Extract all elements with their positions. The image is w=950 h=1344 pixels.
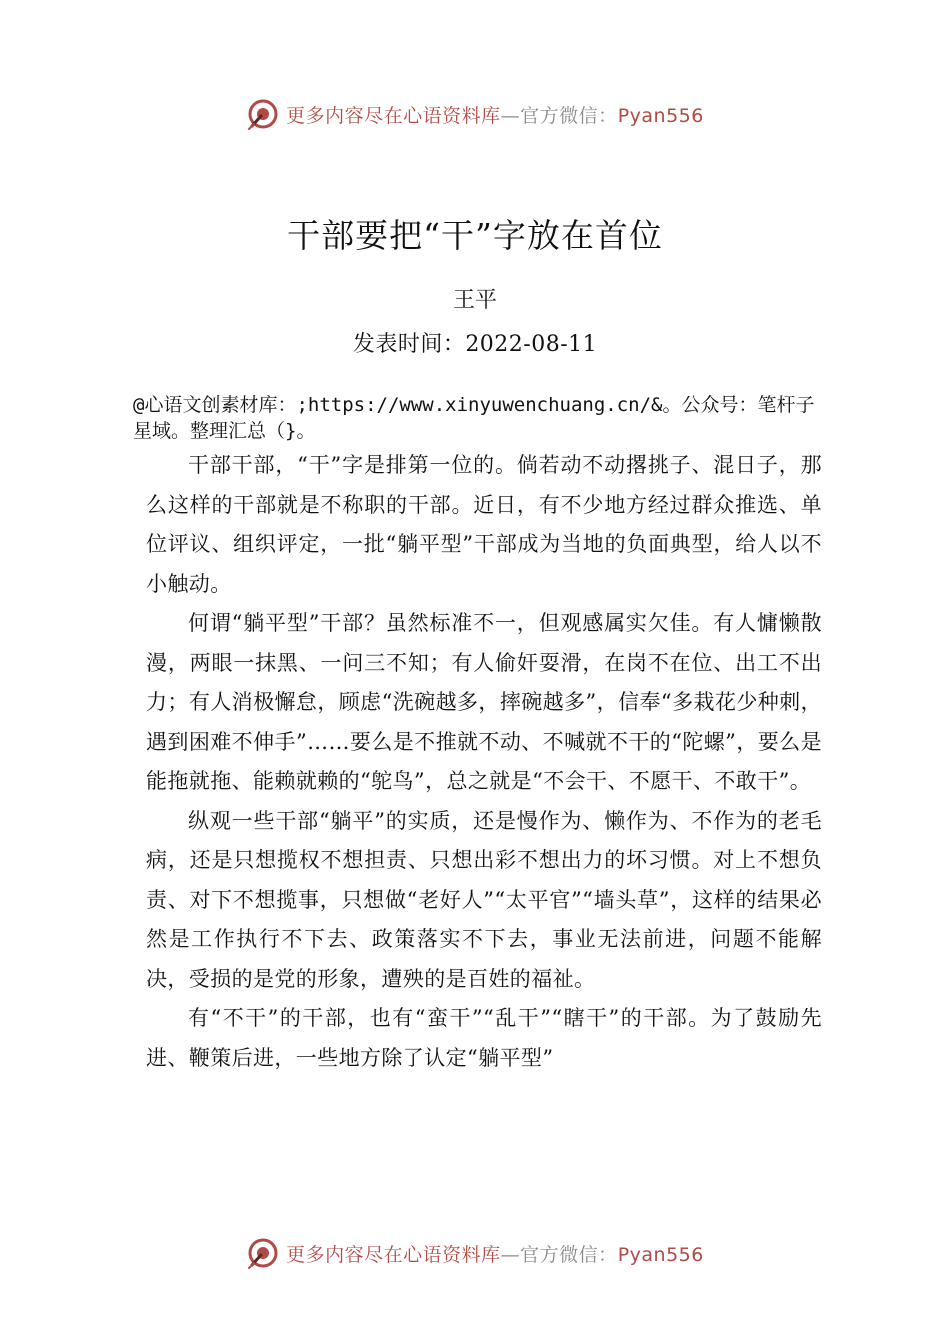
footer-banner-wechat-id: Pyan556	[617, 1243, 704, 1266]
source-note: @心语文创素材库：;https://www.xinyuwenchuang.cn/&。公众号：笔杆子星域。整理汇总（}。	[133, 394, 815, 442]
paragraph-2: 何谓“躺平型”干部？虽然标准不一，但观感属实欠佳。有人慵懒散漫，两眼一抹黑、一问三不知；有人偷奸耍滑，在岗不在位、出工不出力；有人消极懈怠，顾虑“洗碗越多，摔碗越多”，信奉“多栽花少种刺，遇到困难不伸手”……要么是不推就不动、不喊就不干的“陀螺”，要么是能拖就拖、能赖就赖的“鸵鸟”，总之就是“不会干、不愿干、不敢干”。	[146, 611, 822, 793]
footer-banner-text	[286, 1240, 704, 1267]
footer-banner-content	[246, 1236, 704, 1270]
header-banner-dash: —	[500, 104, 521, 127]
footer-banner-wechat-label: 官方微信：	[520, 1243, 618, 1266]
footer-banner-slogan: 更多内容尽在心语资料库	[286, 1243, 501, 1266]
paragraph-1: 干部干部，“干”字是排第一位的。倘若动不动撂挑子、混日子，那么这样的干部就是不称职的干部。近日，有不少地方经过群众推选、单位评议、组织评定，一批“躺平型”干部成为当地的负面典型，给人以不小触动。	[146, 453, 822, 596]
pen-logo-icon	[246, 97, 280, 131]
paragraph-3: 纵观一些干部“躺平”的实质，还是慢作为、懒作为、不作为的老毛病，还是只想揽权不想担责、只想出彩不想出力的坏习惯。对上不想负责、对下不想揽事，只想做“老好人”“太平官”“墙头草”，这样的结果必然是工作执行不下去、政策落实不下去，事业无法前进，问题不能解决，受损的是党的形象，遭殃的是百姓的福祉。	[146, 808, 822, 991]
header-banner	[0, 94, 950, 134]
header-banner-wechat-label: 官方微信：	[520, 104, 618, 127]
header-banner-wechat-id: Pyan556	[617, 104, 704, 127]
header-banner-text	[286, 101, 704, 128]
header-banner-content	[246, 97, 704, 131]
pen-logo-icon	[246, 1236, 280, 1270]
article-body	[146, 446, 822, 1078]
article-date: 发表时间：2022-08-11	[352, 332, 598, 357]
article-title: 干部要把“干”字放在首位	[287, 216, 663, 255]
article-author: 王平	[452, 288, 497, 313]
paragraph-4: 有“不干”的干部，也有“蛮干”“乱干”“瞎干”的干部。为了鼓励先进、鞭策后进，一些地方除了认定“躺平型”	[146, 1006, 822, 1070]
header-banner-slogan: 更多内容尽在心语资料库	[286, 104, 501, 127]
footer-banner	[0, 1233, 950, 1273]
footer-banner-dash: —	[500, 1243, 521, 1266]
